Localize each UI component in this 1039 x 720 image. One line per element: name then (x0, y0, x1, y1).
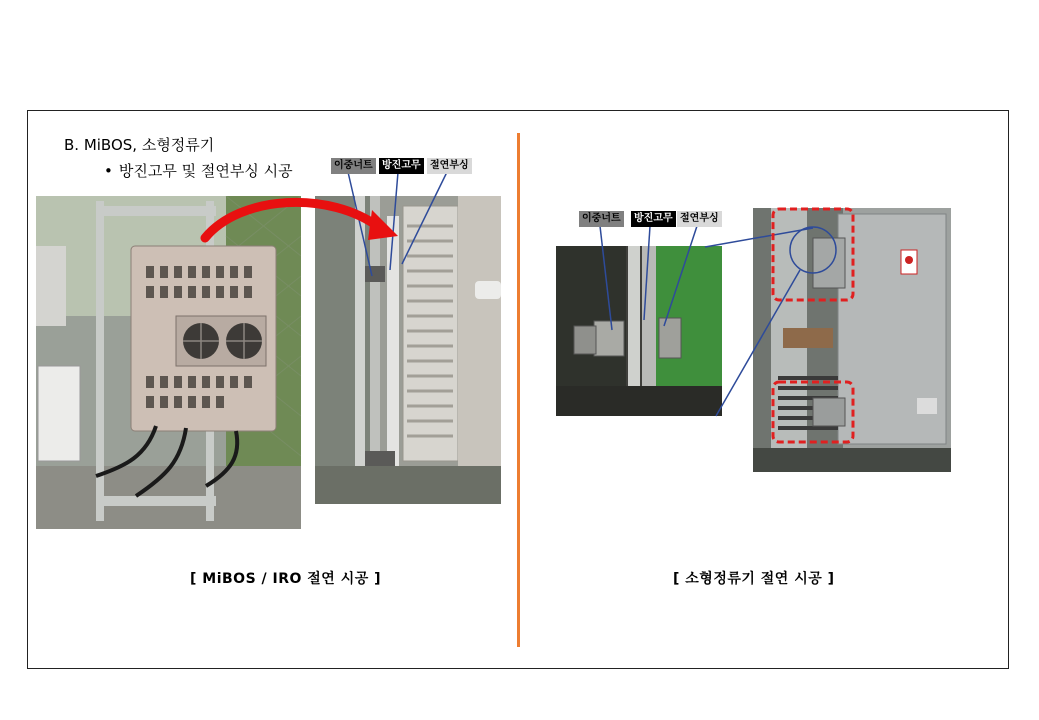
zoom-line-bottom (716, 270, 800, 416)
right-callout-lines (600, 226, 813, 416)
left-caption: [ MiBOS / IRO 절연 시공 ] (190, 571, 382, 587)
bullet-text: 방진고무 및 절연부싱 시공 (118, 162, 293, 180)
dashed-box-bottom (773, 382, 853, 442)
red-arrow (205, 202, 380, 238)
right-tag-double-nut: 이중너트 (579, 211, 624, 227)
left-tag-insulation-bushing: 절연부싱 (427, 158, 472, 174)
right-tag-vibration-rubber: 방진고무 (631, 211, 676, 227)
right-nut-pointer (600, 226, 612, 330)
left-tag-double-nut: 이중너트 (331, 158, 376, 174)
right-tag-insulation-bushing: 절연부싱 (677, 211, 722, 227)
left-rubber-pointer (390, 172, 398, 270)
section-title: B. MiBOS, 소형정류기 (64, 136, 215, 154)
zoom-line-top (705, 228, 813, 247)
bullet-marker: • (104, 162, 113, 180)
right-bushing-pointer (664, 226, 697, 326)
right-rubber-pointer (644, 226, 650, 320)
left-bushing-pointer (402, 172, 447, 264)
left-callout-lines (348, 172, 447, 276)
left-tag-vibration-rubber: 방진고무 (379, 158, 424, 174)
dashed-box-top (773, 209, 853, 300)
right-caption: [ 소형정류기 절연 시공 ] (673, 571, 835, 587)
zoom-circle (790, 227, 836, 273)
